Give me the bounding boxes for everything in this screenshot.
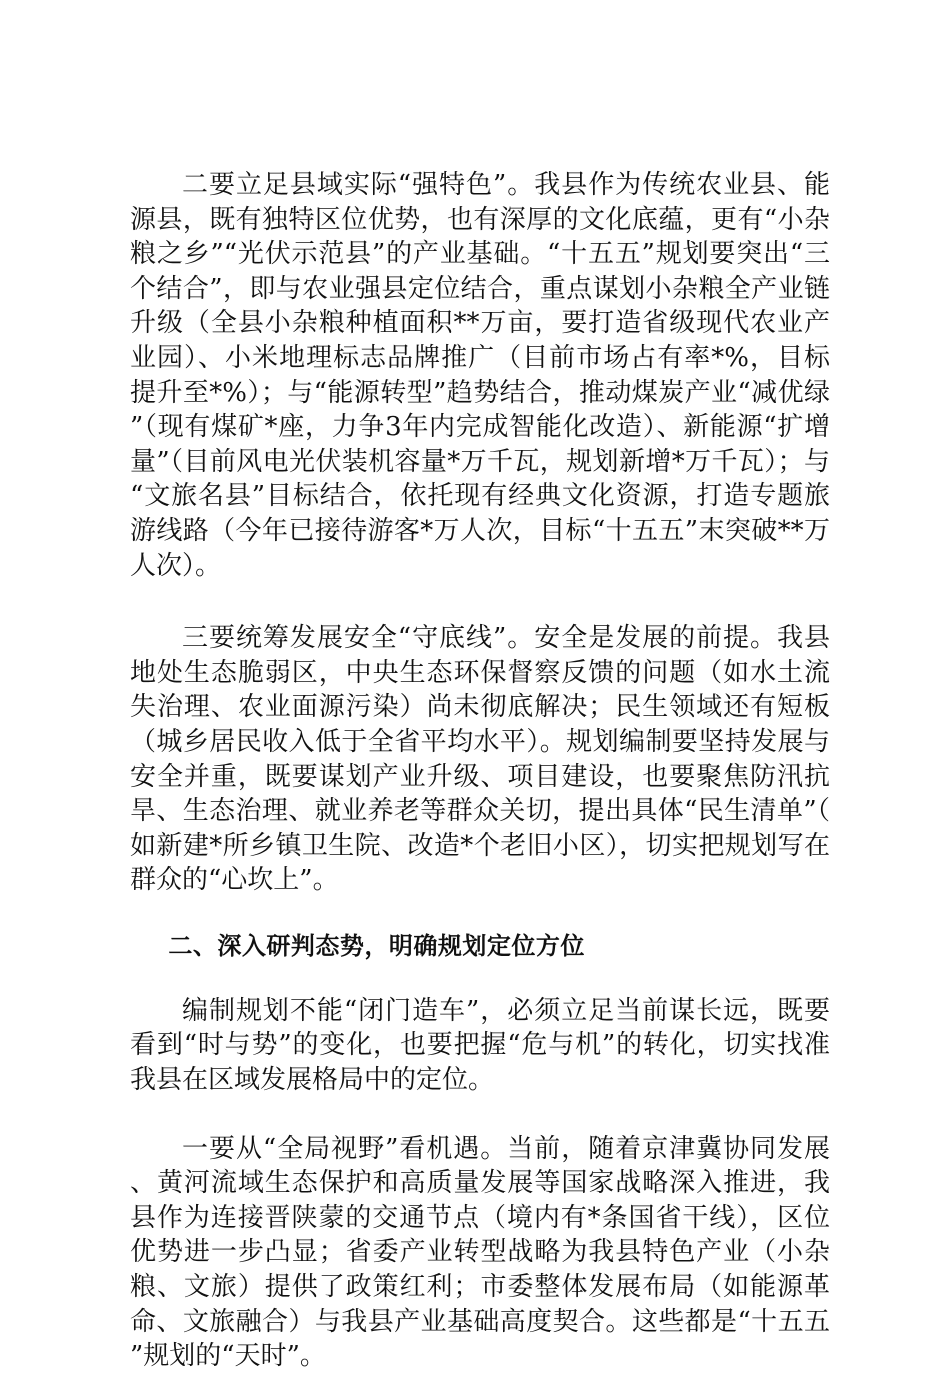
paragraph-strengthen-characteristics: 二要立足县域实际“强特色”。我县作为传统农业县、能源县，既有独特区位优势，也有深厚的文化底蕴，更有“小杂粮之乡”“光伏示范县”的产业基础。“十五五”规划要突出“三个结合”，即与农业强县定位结合，重点谋划小杂粮全产业链升级（全县小杂粮种植面积**万亩，要打造省级现代农业产业园）、小米地理标志品牌推广（目前市场占有率*%，目标提升至*%）；与“能源转型”趋势结合，推动煤炭产业“减优绿”（现有煤矿*座，力争3年内完成智能化改造）、新能源“扩增量”（目前风电光伏装机容量*万千瓦，规划新增*万千瓦）；与“文旅名县”目标结合，依托现有经典文化资源，打造专题旅游线路（今年已接待游客*万人次，目标“十五五”末突破**万人次）。: [130, 170, 830, 581]
paragraph-section-intro: 编制规划不能“闭门造车”，必须立足当前谋长远，既要看到“时与势”的变化，也要把握“危与机”的转化，切实找准我县在区域发展格局中的定位。: [130, 995, 830, 1096]
document-page: [130, 168, 830, 1374]
section-heading: 二、深入研判态势，明确规划定位方位: [168, 931, 585, 960]
paragraph-global-vision: 一要从“全局视野”看机遇。当前，随着京津冀协同发展、黄河流域生态保护和高质量发展等国家战略深入推进，我县作为连接晋陕蒙的交通节点（境内有*条国省干线），区位优势进一步凸显；省委产业转型战略为我县特色产业（小杂粮、文旅）提供了政策红利；市委整体发展布局（如能源革命、文旅融合）与我县产业基础高度契合。这些都是“十五五”规划的“天时”。: [130, 1133, 830, 1372]
paragraph-safeguard-bottom-line: 三要统筹发展安全“守底线”。安全是发展的前提。我县地处生态脆弱区，中央生态环保督察反馈的问题（如水土流失治理、农业面源污染）尚未彻底解决；民生领域还有短板（城乡居民收入低于全省平均水平）。规划编制要坚持发展与安全并重，既要谋划产业升级、项目建设，也要聚焦防汛抗旱、生态治理、就业养老等群众关切，提出具体“民生清单”（如新建*所乡镇卫生院、改造*个老旧小区），切实把规划写在群众的“心坎上”。: [130, 623, 830, 896]
